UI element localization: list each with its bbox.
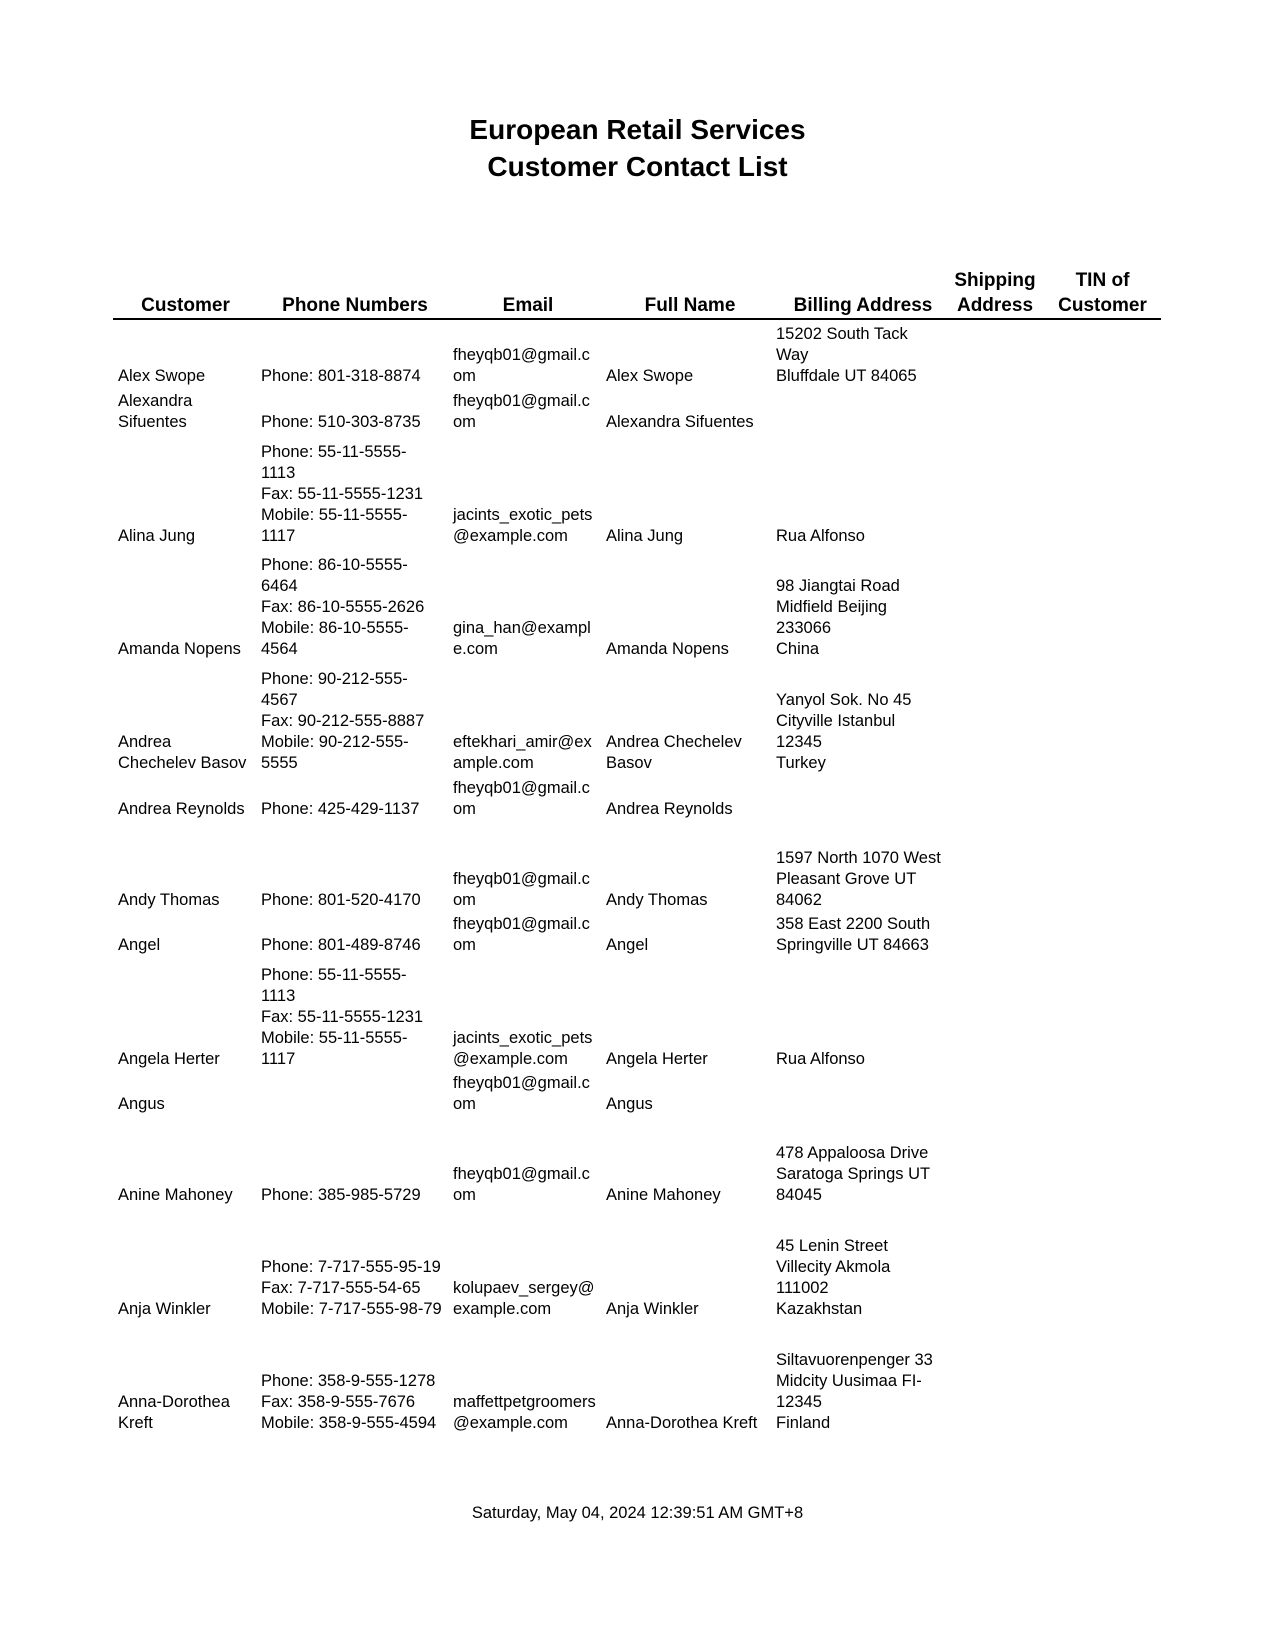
cell-customer: Andy Thomas (118, 891, 220, 909)
table-row (0, 322, 1275, 387)
cell-phone: Phone: 7-717-555-95-19 Fax: 7-717-555-54-65 Mobile: 7-717-555-98-79 (261, 1258, 442, 1318)
cell-customer: Andrea Reynolds (118, 800, 245, 818)
cell-email: fheyqb01@gmail.c om (453, 392, 590, 431)
cell-email: fheyqb01@gmail.c om (453, 346, 590, 385)
cell-phone: Phone: 358-9-555-1278 Fax: 358-9-555-7676 Mobile: 358-9-555-4594 (261, 1372, 437, 1432)
cell-customer: Alina Jung (118, 527, 196, 545)
cell-phone: Phone: 86-10-5555- 6464 Fax: 86-10-5555-2626 Mobile: 86-10-5555- 4564 (261, 556, 425, 658)
cell-billing-address: 98 Jiangtai Road Midfield Beijing 233066 China (776, 577, 900, 658)
cell-billing-address: Yanyol Sok. No 45 Cityville Istanbul 12345 Turkey (776, 691, 912, 772)
cell-full-name: Anja Winkler (606, 1300, 699, 1318)
table-row (0, 776, 1275, 820)
cell-email: fheyqb01@gmail.c om (453, 1074, 590, 1113)
cell-full-name: Angus (606, 1095, 653, 1113)
table-row (0, 846, 1275, 911)
header-billing-address: Billing Address (793, 295, 933, 316)
cell-customer: Angel (118, 936, 161, 954)
table-row (0, 912, 1275, 956)
cell-customer: Angus (118, 1095, 165, 1113)
cell-billing-address: Rua Alfonso (776, 1050, 865, 1068)
cell-billing-address: 45 Lenin Street Villecity Akmola 111002 Kazakhstan (776, 1237, 891, 1318)
table-row (0, 1234, 1275, 1320)
cell-email: fheyqb01@gmail.c om (453, 779, 590, 818)
report-title: European Retail Services (469, 114, 806, 145)
cell-email: gina_han@exampl e.com (453, 619, 591, 658)
cell-customer: Anine Mahoney (118, 1186, 233, 1204)
cell-phone: Phone: 801-489-8746 (261, 936, 421, 954)
header-rule (113, 318, 1161, 320)
cell-customer: Andrea Chechelev Basov (118, 733, 247, 772)
cell-email: fheyqb01@gmail.c om (453, 1165, 590, 1204)
cell-phone: Phone: 55-11-5555- 1113 Fax: 55-11-5555-1231 Mobile: 55-11-5555- 1117 (261, 443, 424, 545)
cell-billing-address: 15202 South Tack Way Bluffdale UT 84065 (776, 325, 917, 385)
report-timestamp: Saturday, May 04, 2024 12:39:51 AM GMT+8 (471, 1504, 804, 1522)
cell-billing-address: Siltavuorenpenger 33 Midcity Uusimaa FI- 12345 Finland (776, 1351, 933, 1432)
table-row (0, 1348, 1275, 1434)
cell-phone: Phone: 385-985-5729 (261, 1186, 421, 1204)
cell-full-name: Alina Jung (606, 527, 684, 545)
header-customer: Customer (141, 295, 230, 316)
cell-phone: Phone: 55-11-5555- 1113 Fax: 55-11-5555-1231 Mobile: 55-11-5555- 1117 (261, 966, 424, 1068)
cell-billing-address: Rua Alfonso (776, 527, 865, 545)
table-row (0, 389, 1275, 433)
header-shipping-address: Shipping Address (954, 270, 1036, 316)
cell-full-name: Alexandra Sifuentes (606, 413, 754, 431)
cell-email: jacints_exotic_pets @example.com (453, 506, 593, 545)
cell-email: eftekhari_amir@ex ample.com (453, 733, 592, 772)
header-tin-of-customer: TIN of Customer (1058, 270, 1147, 316)
table-row (0, 664, 1275, 774)
cell-phone: Phone: 801-318-8874 (261, 367, 421, 385)
cell-full-name: Anna-Dorothea Kreft (606, 1414, 758, 1432)
table-row (0, 437, 1275, 547)
table-row (0, 960, 1275, 1070)
cell-full-name: Angela Herter (606, 1050, 708, 1068)
cell-billing-address: 1597 North 1070 West Pleasant Grove UT 84062 (776, 849, 941, 909)
cell-full-name: Andrea Reynolds (606, 800, 733, 818)
header-full-name: Full Name (644, 295, 736, 316)
cell-customer: Amanda Nopens (118, 640, 241, 658)
cell-billing-address: 478 Appaloosa Drive Saratoga Springs UT 84045 (776, 1144, 931, 1204)
cell-email: fheyqb01@gmail.c om (453, 915, 590, 954)
cell-phone: Phone: 510-303-8735 (261, 413, 421, 431)
header-email: Email (502, 295, 554, 316)
table-row (0, 1071, 1275, 1115)
cell-customer: Anna-Dorothea Kreft (118, 1393, 230, 1432)
cell-phone: Phone: 90-212-555- 4567 Fax: 90-212-555-8887 Mobile: 90-212-555- 5555 (261, 670, 425, 772)
cell-phone: Phone: 425-429-1137 (261, 800, 420, 818)
report-subtitle: Customer Contact List (487, 151, 788, 182)
cell-email: fheyqb01@gmail.c om (453, 870, 590, 909)
cell-full-name: Andy Thomas (606, 891, 708, 909)
cell-phone: Phone: 801-520-4170 (261, 891, 421, 909)
cell-full-name: Angel (606, 936, 649, 954)
cell-email: maffettpetgroomers @example.com (453, 1393, 596, 1432)
cell-billing-address: 358 East 2200 South Springville UT 84663 (776, 915, 931, 954)
cell-full-name: Amanda Nopens (606, 640, 729, 658)
cell-email: kolupaev_sergey@ example.com (453, 1279, 595, 1318)
cell-full-name: Alex Swope (606, 367, 694, 385)
cell-customer: Alexandra Sifuentes (118, 392, 193, 431)
cell-full-name: Anine Mahoney (606, 1186, 721, 1204)
header-phone-numbers: Phone Numbers (282, 295, 428, 316)
table-row (0, 550, 1275, 660)
cell-customer: Angela Herter (118, 1050, 220, 1068)
cell-email: jacints_exotic_pets @example.com (453, 1029, 593, 1068)
cell-customer: Alex Swope (118, 367, 206, 385)
cell-customer: Anja Winkler (118, 1300, 211, 1318)
cell-full-name: Andrea Chechelev Basov (606, 733, 742, 772)
table-row (0, 1141, 1275, 1206)
